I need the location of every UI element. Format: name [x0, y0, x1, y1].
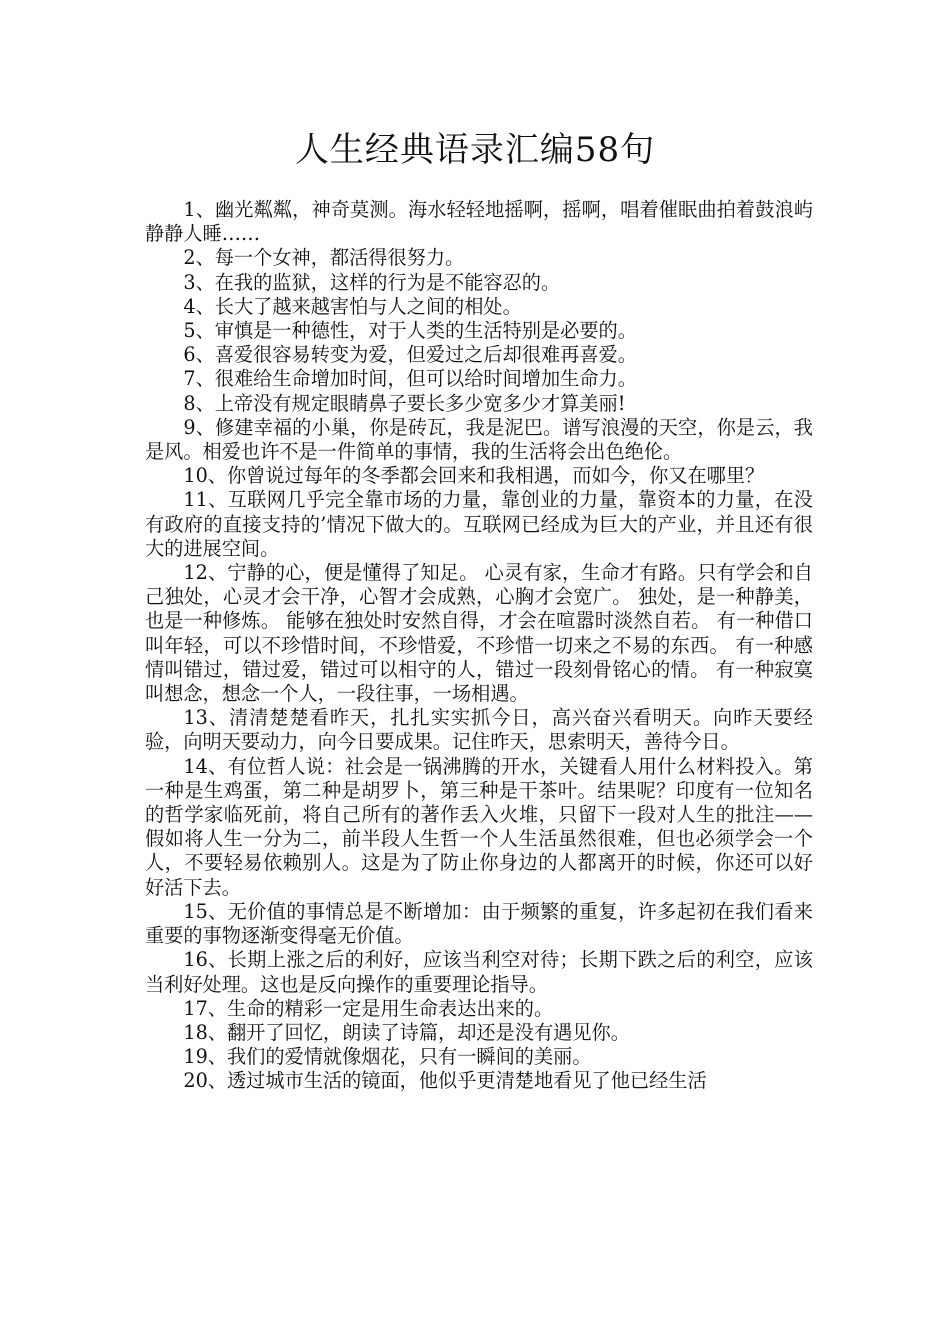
- paragraph-3: 3、在我的监狱，这样的行为是不能容忍的。: [183, 270, 561, 294]
- paragraph-4: 4、长大了越来越害怕与人之间的相处。: [183, 294, 522, 318]
- document-title: 人生经典语录汇编58句: [294, 130, 656, 170]
- paragraph-19: 19、我们的爱情就像烟花，只有一瞬间的美丽。: [183, 1045, 592, 1069]
- document-body: [145, 198, 813, 1094]
- paragraph-18: 18、翻开了回忆，朗读了诗篇，却还是没有遇见你。: [183, 1020, 630, 1044]
- paragraph-13: 13、清清楚楚看昨天，扎扎实实抓今日，高兴奋兴看明天。向昨天要经验，向明天要动力，向今日要成果。记住昨天，思索明天，善待今日。: [145, 706, 813, 754]
- paragraph-15: 15、无价值的事情总是不断增加：由于频繁的重复，许多起初在我们看来重要的事物逐渐变得毫无价值。: [145, 899, 813, 948]
- paragraph-6: 6、喜爱很容易转变为爱，但爱过之后却很难再喜爱。: [183, 343, 637, 367]
- paragraph-17: 17、生命的精彩一定是用生命表达出来的。: [183, 996, 554, 1020]
- paragraph-8: 8、上帝没有规定眼睛鼻子要长多少宽多少才算美丽!: [183, 391, 626, 415]
- paragraph-7: 7、很难给生命增加时间，但可以给时间增加生命力。: [183, 367, 637, 391]
- paragraph-11: 11、互联网几乎完全靠市场的力量，靠创业的力量，靠资本的力量，在没有政府的直接支持的’情况下做大的。互联网已经成为巨大的产业，并且还有很大的进展空间。: [145, 488, 813, 560]
- paragraph-9: 9、修建幸福的小巢，你是砖瓦，我是泥巴。谱写浪漫的天空，你是云，我是风。相爱也许不是一件简单的事情，我的生活将会出色绝伦。: [145, 415, 813, 464]
- paragraph-14: 14、有位哲人说：社会是一锅沸腾的开水，关键看人用什么材料投入。第一种是生鸡蛋，第二种是胡罗卜，第三种是干茶叶。结果呢？印度有一位知名的哲学家临死前，将自己所有的著作丢入火堆，只留下一段对人生的批注——假如将人生一分为二，前半段人生哲一个人生活虽然很难，但也必须学会一个人，不要轻易依赖别人。这是为了防止你身边的人都离开的时候，你还可以好好活下去。: [145, 754, 813, 899]
- paragraph-12: 12、宁静的心，便是懂得了知足。 心灵有家，生命才有路。只有学会和自己独处，心灵才会干净，心智才会成熟，心胸才会宽广。 独处，是一种静美，也是一种修炼。 能够在独处时安然自得，才会在喧嚣时淡然自若。 有一种借口叫年轻，可以不珍惜时间，不珍惜爱，不珍惜一切来之不易的东西。 有一种感情叫错过，错过爱，错过可以相守的人，错过一段刻骨铭心的情。 有一种寂寞叫想念，想念一个人，一段往事，一场相遇。: [145, 561, 813, 706]
- paragraph-10: 10、你曾说过每年的冬季都会回来和我相遇，而如今，你又在哪里？: [183, 464, 765, 488]
- paragraph-1: 1、幽光粼粼，神奇莫测。海水轻轻地摇啊，摇啊，唱着催眠曲拍着鼓浪屿静静人睡……: [145, 198, 813, 246]
- paragraph-2: 2、每一个女神，都活得很努力。: [183, 246, 465, 270]
- paragraph-16: 16、长期上涨之后的利好，应该当利空对待；长期下跌之后的利空，应该当利好处理。这也是反向操作的重要理论指导。: [145, 948, 813, 996]
- paragraph-5: 5、审慎是一种德性，对于人类的生活特别是必要的。: [183, 319, 637, 343]
- paragraph-20: 20、透过城市生活的镜面，他似乎更清楚地看见了他已经生活: [183, 1069, 707, 1093]
